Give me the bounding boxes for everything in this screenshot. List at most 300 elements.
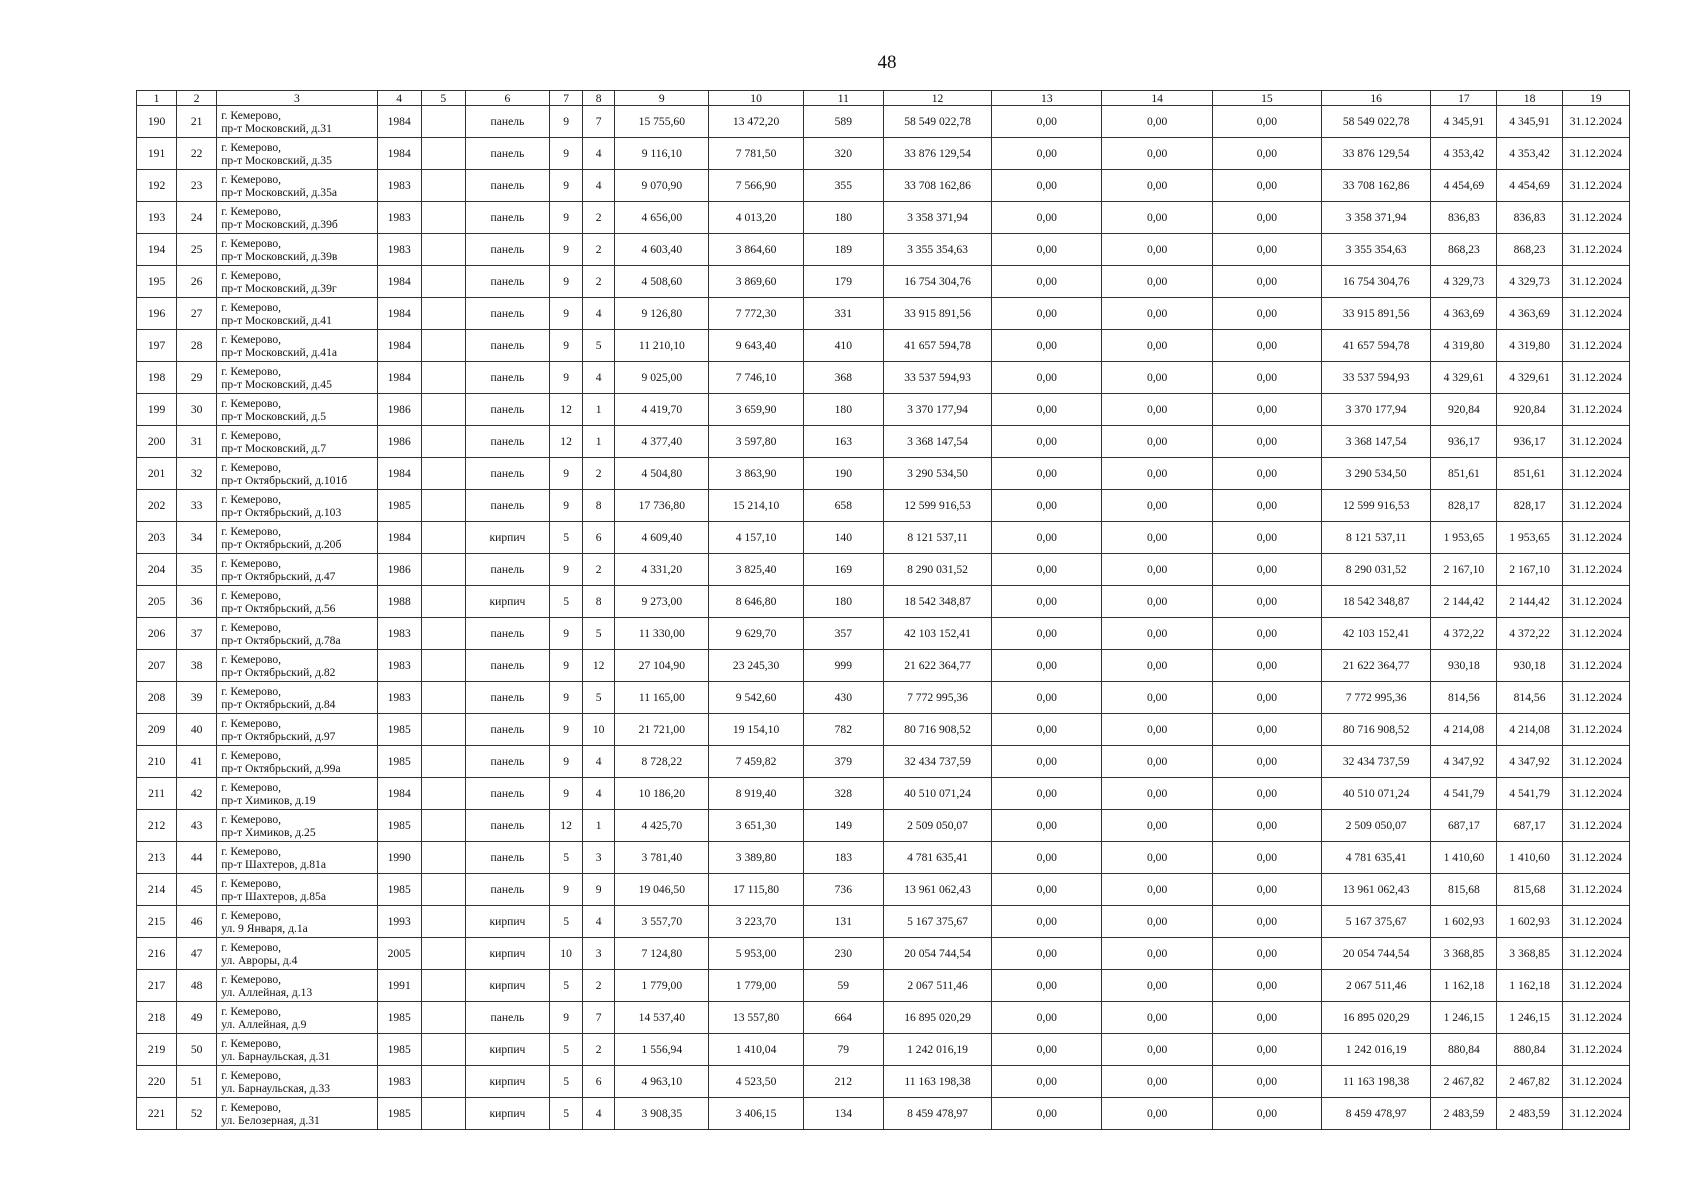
table-cell: 1985 [377,490,421,522]
table-cell: 1 246,15 [1431,1002,1497,1034]
table-row [137,906,1630,938]
table-cell: 8 919,40 [709,778,803,810]
table-cell: 31.12.2024 [1562,138,1629,170]
address-city: г. Кемерово, [221,1036,282,1050]
address-cell [217,746,377,778]
table-cell: 0,00 [1102,298,1212,330]
table-cell: 9 [550,778,583,810]
table-row [137,330,1630,362]
column-header: 19 [1562,91,1629,106]
table-cell: 936,17 [1497,426,1562,458]
table-cell: 1985 [377,746,421,778]
address-street: пр-т Октябрьский, д.20б [221,537,342,551]
table-cell: 1985 [377,810,421,842]
table-cell: 12 [550,394,583,426]
table-cell [421,1098,465,1130]
table-cell: 0,00 [992,458,1102,490]
address-street: пр-т Московский, д.39г [221,281,337,295]
table-cell: 0,00 [992,746,1102,778]
address-city: г. Кемерово, [221,652,282,666]
table-cell: 31.12.2024 [1562,266,1629,298]
table-cell: 0,00 [1212,298,1321,330]
table-cell: 0,00 [992,842,1102,874]
address-city: г. Кемерово, [221,332,282,346]
table-cell: 0,00 [992,138,1102,170]
table-cell: 0,00 [1102,938,1212,970]
address-street: пр-т Московский, д.35а [221,185,338,199]
table-cell: 1 [583,426,615,458]
table-cell: 12 599 916,53 [1322,490,1431,522]
table-cell: 190 [137,106,177,138]
table-cell: 1984 [377,778,421,810]
table-cell: 4 [583,906,615,938]
table-cell: 211 [137,778,177,810]
table-cell: 11 163 198,38 [1322,1066,1431,1098]
table-cell: 357 [803,618,883,650]
table-cell: 3 825,40 [709,554,803,586]
table-cell: 1 246,15 [1497,1002,1562,1034]
address-street: ул. Аллейная, д.13 [221,985,313,999]
table-cell: 4 347,92 [1497,746,1562,778]
table-cell: 16 754 304,76 [883,266,991,298]
table-cell: 15 755,60 [615,106,709,138]
table-cell: 131 [803,906,883,938]
table-cell: 14 537,40 [615,1002,709,1034]
address-cell [217,682,377,714]
table-cell: 9 [550,490,583,522]
address-city: г. Кемерово, [221,908,282,922]
table-cell: 16 895 020,29 [883,1002,991,1034]
table-cell: 10 [583,714,615,746]
table-cell: 815,68 [1497,874,1562,906]
table-cell: 9 [550,746,583,778]
table-cell: 30 [177,394,217,426]
table-cell: 31.12.2024 [1562,938,1629,970]
table-cell: 9 [550,298,583,330]
table-cell: 8 646,80 [709,586,803,618]
table-row [137,394,1630,426]
table-cell: 3 290 534,50 [1322,458,1431,490]
table-cell: панель [465,810,549,842]
table-cell: 1985 [377,1098,421,1130]
address-cell [217,362,377,394]
table-cell [421,970,465,1002]
table-cell: 199 [137,394,177,426]
table-cell: 0,00 [1212,682,1321,714]
table-cell: 815,68 [1431,874,1497,906]
address-city: г. Кемерово, [221,748,282,762]
table-cell: 12 [583,650,615,682]
table-cell: 31.12.2024 [1562,1098,1629,1130]
table-cell: 0,00 [1212,1034,1321,1066]
table-cell: 2 [583,202,615,234]
table-cell: 31.12.2024 [1562,554,1629,586]
table-cell: 2 167,10 [1497,554,1562,586]
table-cell: 9 126,80 [615,298,709,330]
table-cell: 0,00 [992,1034,1102,1066]
table-cell: 9 070,90 [615,170,709,202]
table-cell: 8 728,22 [615,746,709,778]
address-cell [217,266,377,298]
table-cell: 3 368 147,54 [1322,426,1431,458]
table-cell: 0,00 [1102,394,1212,426]
address-city: г. Кемерово, [221,812,282,826]
address-city: г. Кемерово, [221,492,282,506]
table-cell: 31.12.2024 [1562,106,1629,138]
table-cell: 200 [137,426,177,458]
table-cell: 5 [550,1066,583,1098]
table-cell: 2 509 050,07 [1322,810,1431,842]
table-cell: 13 557,80 [709,1002,803,1034]
table-cell: 59 [803,970,883,1002]
table-cell: 0,00 [1212,938,1321,970]
table-cell: 4 781 635,41 [1322,842,1431,874]
table-cell: 31.12.2024 [1562,362,1629,394]
table-cell: 31.12.2024 [1562,842,1629,874]
address-cell [217,394,377,426]
table-cell: 4 214,08 [1431,714,1497,746]
table-cell: 42 103 152,41 [1322,618,1431,650]
address-street: ул. Авроры, д.4 [221,953,298,967]
table-cell: 0,00 [992,490,1102,522]
table-cell: 0,00 [1212,554,1321,586]
table-cell: 4 541,79 [1497,778,1562,810]
table-cell: 0,00 [1212,394,1321,426]
table-cell: 0,00 [1212,106,1321,138]
table-cell: панель [465,426,549,458]
table-cell: 0,00 [1102,682,1212,714]
table-cell: 1 [583,810,615,842]
table-cell: панель [465,362,549,394]
table-cell: 79 [803,1034,883,1066]
table-cell: 2 [583,1034,615,1066]
column-header: 14 [1102,91,1212,106]
table-cell: 5 [550,906,583,938]
table-cell: 0,00 [992,426,1102,458]
table-cell: кирпич [465,1098,549,1130]
table-cell: 9 [550,362,583,394]
address-city: г. Кемерово, [221,268,282,282]
table-row [137,106,1630,138]
table-cell: 3 368,85 [1431,938,1497,970]
table-cell: 9 [550,458,583,490]
table-cell: 8 459 478,97 [1322,1098,1431,1130]
table-cell: кирпич [465,1066,549,1098]
column-header: 16 [1322,91,1431,106]
address-cell [217,458,377,490]
table-cell: 4 319,80 [1497,330,1562,362]
table-cell: 11 163 198,38 [883,1066,991,1098]
table-cell: 1 410,60 [1497,842,1562,874]
table-cell: 1 162,18 [1431,970,1497,1002]
table-cell: 197 [137,330,177,362]
address-cell [217,874,377,906]
table-cell: панель [465,618,549,650]
table-cell: 1984 [377,138,421,170]
table-cell: 42 [177,778,217,810]
table-cell: 4 353,42 [1497,138,1562,170]
table-row [137,746,1630,778]
table-cell: 1986 [377,426,421,458]
table-row [137,1002,1630,1034]
table-cell: 41 657 594,78 [1322,330,1431,362]
table-cell: 27 104,90 [615,650,709,682]
table-cell: 24 [177,202,217,234]
table-cell: 31.12.2024 [1562,682,1629,714]
table-cell: 9 [550,874,583,906]
table-cell: 1988 [377,586,421,618]
table-cell: кирпич [465,938,549,970]
table-cell [421,522,465,554]
table-cell: 3 370 177,94 [1322,394,1431,426]
address-street: пр-т Московский, д.41 [221,313,332,327]
table-cell: 658 [803,490,883,522]
column-header: 11 [803,91,883,106]
table-cell: 23 [177,170,217,202]
table-cell [421,714,465,746]
table-row [137,426,1630,458]
table-cell: кирпич [465,522,549,554]
table-cell: 880,84 [1431,1034,1497,1066]
table-cell: 851,61 [1497,458,1562,490]
address-street: ул. Барнаульская, д.31 [221,1049,331,1063]
table-cell: 33 537 594,93 [1322,362,1431,394]
table-cell: 31.12.2024 [1562,906,1629,938]
table-cell: 0,00 [1212,1066,1321,1098]
table-cell: 40 510 071,24 [1322,778,1431,810]
address-street: пр-т Московский, д.45 [221,377,332,391]
table-cell: 1983 [377,202,421,234]
table-cell: 0,00 [992,650,1102,682]
table-cell: 5 [550,522,583,554]
table-cell: 814,56 [1431,682,1497,714]
address-city: г. Кемерово, [221,684,282,698]
table-cell: 183 [803,842,883,874]
table-cell: 3 [583,842,615,874]
table-cell: 920,84 [1431,394,1497,426]
table-cell: 18 542 348,87 [1322,586,1431,618]
table-cell: 11 330,00 [615,618,709,650]
address-city: г. Кемерово, [221,172,282,186]
table-cell: 7 124,80 [615,938,709,970]
table-cell: 39 [177,682,217,714]
table-cell: 930,18 [1497,650,1562,682]
table-cell: 33 915 891,56 [1322,298,1431,330]
table-cell: 34 [177,522,217,554]
address-cell [217,618,377,650]
table-cell: 0,00 [1102,1098,1212,1130]
table-header [137,91,1630,106]
table-cell: 31.12.2024 [1562,426,1629,458]
table-cell [421,874,465,906]
table-cell: 9 [550,202,583,234]
table-cell: кирпич [465,586,549,618]
table-cell: 5 953,00 [709,938,803,970]
table-cell: 1 [583,394,615,426]
table-row [137,170,1630,202]
table-cell: 4 963,10 [615,1066,709,1098]
table-cell: 1983 [377,650,421,682]
table-cell: 0,00 [1102,330,1212,362]
table-row [137,138,1630,170]
table-cell: 23 245,30 [709,650,803,682]
table-cell: 0,00 [992,362,1102,394]
table-cell: 0,00 [1102,586,1212,618]
table-cell: 9 [550,170,583,202]
table-cell: 31.12.2024 [1562,394,1629,426]
address-city: г. Кемерово, [221,716,282,730]
table-cell: 4 609,40 [615,522,709,554]
table-cell: 4 541,79 [1431,778,1497,810]
table-cell: 0,00 [1102,874,1212,906]
table-cell: 32 434 737,59 [1322,746,1431,778]
table-cell: 9 [550,618,583,650]
table-cell: 687,17 [1497,810,1562,842]
table-cell: 736 [803,874,883,906]
table-cell [421,554,465,586]
table-cell [421,618,465,650]
table-cell [421,170,465,202]
table-cell: 0,00 [992,298,1102,330]
address-street: пр-т Московский, д.39б [221,217,338,231]
table-cell: 209 [137,714,177,746]
table-cell: 40 510 071,24 [883,778,991,810]
table-cell: 2 [583,458,615,490]
column-header: 2 [177,91,217,106]
address-cell [217,586,377,618]
table-cell: 5 [550,586,583,618]
table-body [137,106,1630,1130]
table-cell: 999 [803,650,883,682]
table-cell: 19 046,50 [615,874,709,906]
table-cell [421,330,465,362]
address-street: пр-т Московский, д.7 [221,441,327,455]
table-cell: 1983 [377,682,421,714]
table-cell: 0,00 [992,970,1102,1002]
table-cell: панель [465,394,549,426]
table-cell: 3 370 177,94 [883,394,991,426]
table-cell: 9 643,40 [709,330,803,362]
table-cell [421,938,465,970]
table-cell: 2 144,42 [1497,586,1562,618]
table-cell: 4 656,00 [615,202,709,234]
table-cell: 9 [550,1002,583,1034]
table-cell: 4 [583,778,615,810]
address-city: г. Кемерово, [221,396,282,410]
table-cell: 368 [803,362,883,394]
table-cell: 1984 [377,298,421,330]
table-cell: 8 121 537,11 [883,522,991,554]
table-cell: 0,00 [1102,618,1212,650]
table-cell: 4 [583,298,615,330]
table-cell: 1985 [377,714,421,746]
table-cell: 0,00 [992,618,1102,650]
table-cell: 11 165,00 [615,682,709,714]
table-cell: 3 389,80 [709,842,803,874]
table-cell: 180 [803,586,883,618]
table-cell: 7 772 995,36 [1322,682,1431,714]
table-cell: 0,00 [1212,1002,1321,1034]
table-cell: 1 242 016,19 [1322,1034,1431,1066]
address-city: г. Кемерово, [221,588,282,602]
table-row [137,522,1630,554]
table-cell: 8 290 031,52 [883,554,991,586]
address-street: пр-т Химиков, д.25 [221,825,316,839]
table-cell: 4 603,40 [615,234,709,266]
table-cell: 220 [137,1066,177,1098]
table-cell: 9 273,00 [615,586,709,618]
table-cell: 0,00 [1102,490,1212,522]
table-row [137,810,1630,842]
table-cell: 9 629,70 [709,618,803,650]
address-cell [217,842,377,874]
table-cell: 2 483,59 [1497,1098,1562,1130]
table-cell: 4 329,73 [1431,266,1497,298]
table-cell: 0,00 [992,586,1102,618]
table-cell: 17 736,80 [615,490,709,522]
table-row [137,938,1630,970]
table-cell: 828,17 [1431,490,1497,522]
table-cell: 0,00 [992,554,1102,586]
table-cell: 206 [137,618,177,650]
table-cell: 2 467,82 [1497,1066,1562,1098]
table-cell: 10 [550,938,583,970]
table-cell: 1983 [377,234,421,266]
table-cell: 7 [583,106,615,138]
table-cell: 0,00 [1102,170,1212,202]
table-cell: 430 [803,682,883,714]
table-cell: 0,00 [1102,458,1212,490]
address-city: г. Кемерово, [221,236,282,250]
table-cell: 10 186,20 [615,778,709,810]
table-cell: 15 214,10 [709,490,803,522]
table-cell: 190 [803,458,883,490]
table-cell: 1986 [377,554,421,586]
table-cell: 43 [177,810,217,842]
table-cell: 0,00 [992,202,1102,234]
table-cell: 1985 [377,874,421,906]
table-cell: 194 [137,234,177,266]
table-cell: 163 [803,426,883,458]
table-cell: 33 537 594,93 [883,362,991,394]
table-cell: 828,17 [1497,490,1562,522]
table-cell: 4 454,69 [1431,170,1497,202]
table-cell: 0,00 [992,810,1102,842]
table-cell: 18 542 348,87 [883,586,991,618]
table-cell: 7 [583,1002,615,1034]
address-street: пр-т Октябрьский, д.99а [221,761,341,775]
table-cell: 2 067 511,46 [883,970,991,1002]
table-cell: 205 [137,586,177,618]
address-city: г. Кемерово, [221,460,282,474]
table-row [137,298,1630,330]
column-header: 13 [992,91,1102,106]
table-cell: 17 115,80 [709,874,803,906]
table-cell [421,298,465,330]
table-cell: кирпич [465,1034,549,1066]
table-cell: 3 355 354,63 [1322,234,1431,266]
table-cell: 201 [137,458,177,490]
table-cell: панель [465,650,549,682]
table-cell: 50 [177,1034,217,1066]
table-cell: панель [465,490,549,522]
table-cell: 331 [803,298,883,330]
column-header: 12 [883,91,991,106]
address-cell [217,1034,377,1066]
address-street: ул. Барнаульская, д.33 [221,1081,331,1095]
table-cell: панель [465,106,549,138]
table-cell: 1984 [377,522,421,554]
